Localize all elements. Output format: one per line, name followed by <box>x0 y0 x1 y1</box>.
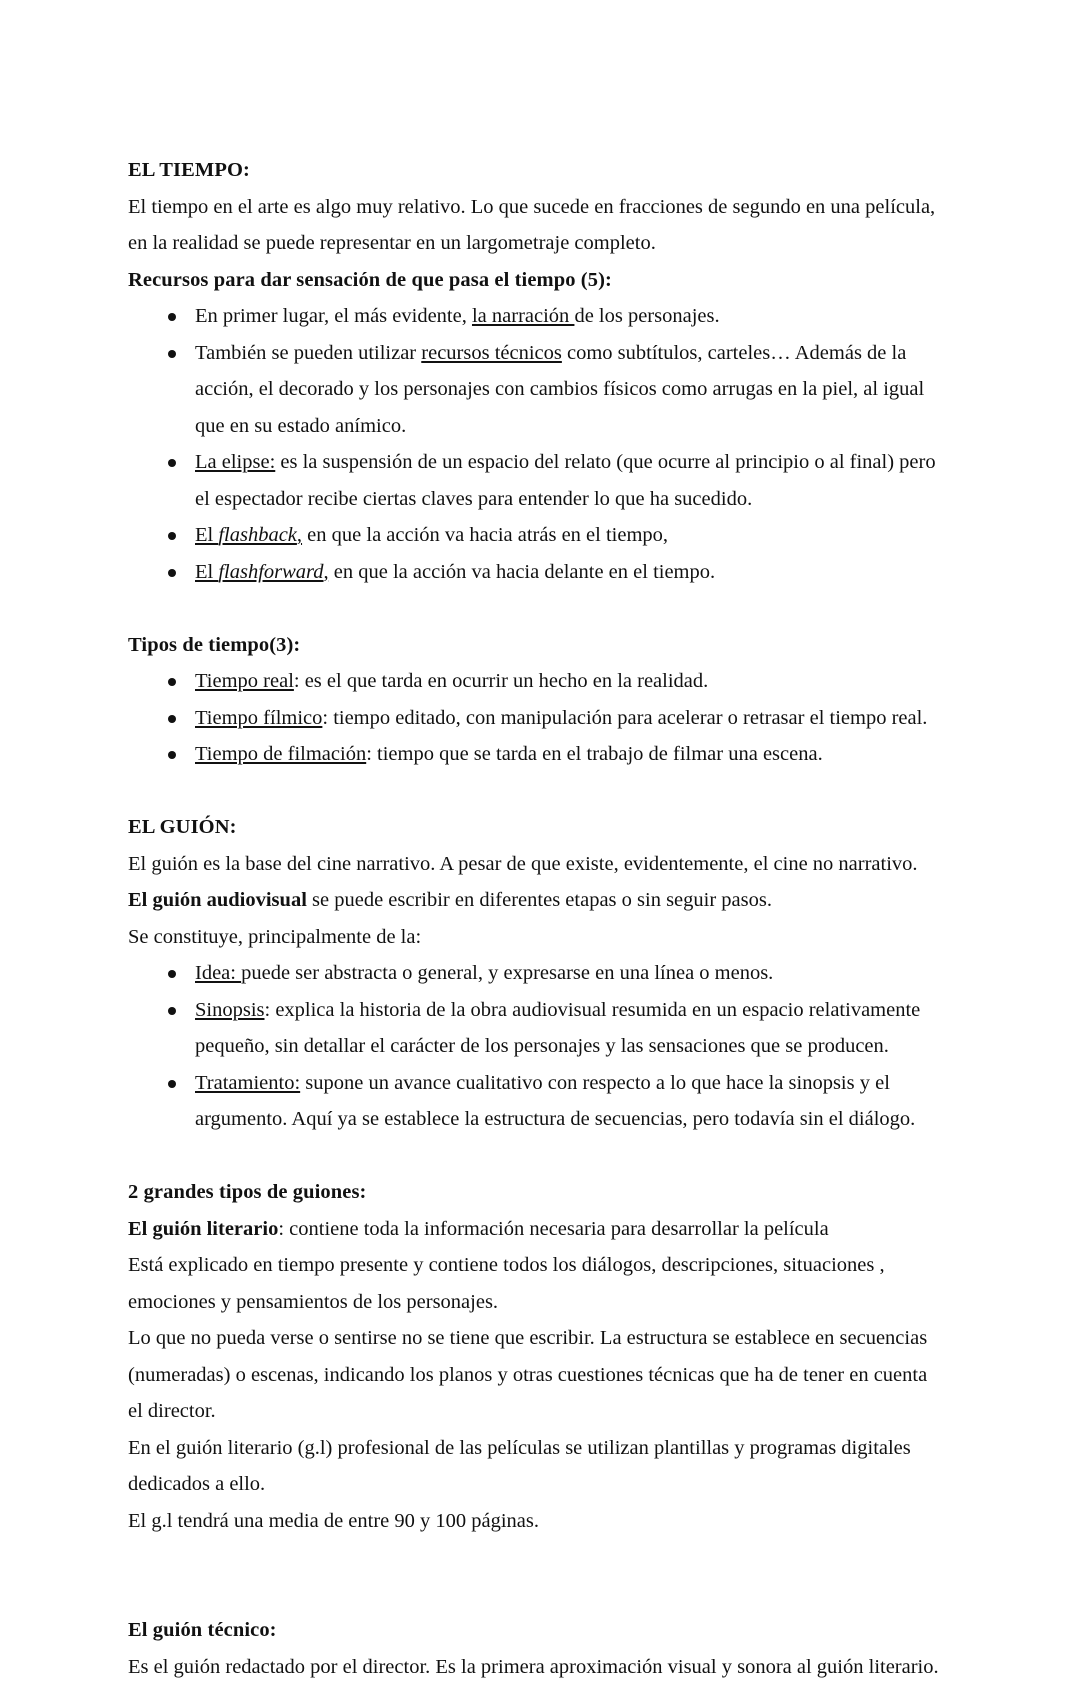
list-item <box>128 554 945 591</box>
list-item <box>128 517 945 554</box>
subheading-tipos-de-guiones: 2 grandes tipos de guiones: <box>128 1174 945 1211</box>
list-item <box>128 335 945 445</box>
bullet-underlined-term: Idea: <box>195 962 241 984</box>
paragraph-literario-detail-2: Lo que no pueda verse o sentirse no se tiene que escribir. La estructura se establece en secuencias (numeradas) o escenas, indicando los planos y otras cuestiones técnicas que ha de tener en cuenta el director. <box>128 1320 945 1430</box>
bullet-text-after: puede ser abstracta o general, y expresarse en una línea o menos. <box>241 962 773 984</box>
bullet-underlined-term: Sinopsis <box>195 999 265 1021</box>
list-item <box>128 700 945 737</box>
list-item <box>128 736 945 773</box>
list-constituyentes <box>128 955 945 1138</box>
spacer <box>128 773 945 810</box>
list-recursos <box>128 298 945 590</box>
list-item <box>128 1065 945 1138</box>
bullet-underlined-term: Tratamiento: <box>195 1072 300 1094</box>
bullet-text-after: es la suspensión de un espacio del relato (que ocurre al principio o al final) pero el espectador recibe ciertas claves para entender lo que ha sucedido. <box>195 451 936 510</box>
paragraph-guion-tecnico-body: Es el guión redactado por el director. Es la primera aproximación visual y sonora al guión literario. <box>128 1649 945 1685</box>
bullet-underlined-group <box>195 561 329 583</box>
bullet-underlined-term: Tiempo de filmación <box>195 743 366 765</box>
bullet-underlined-term: la narración <box>472 305 574 327</box>
bullet-text-before: En primer lugar, el más evidente, <box>195 305 472 327</box>
bullet-text-after: : es el que tarda en ocurrir un hecho en la realidad. <box>294 670 708 692</box>
line-rest: se puede escribir en diferentes etapas o sin seguir pasos. <box>307 889 772 911</box>
paragraph-se-constituye: Se constituye, principalmente de la: <box>128 919 945 956</box>
bullet-text-after: en que la acción va hacia atrás en el tiempo, <box>302 524 668 546</box>
bold-lead: El guión audiovisual <box>128 889 307 911</box>
bullet-underlined-term: La elipse: <box>195 451 275 473</box>
bullet-text-after: : tiempo que se tarda en el trabajo de filmar una escena. <box>366 743 823 765</box>
bullet-text-after: : tiempo editado, con manipulación para acelerar o retrasar el tiempo real. <box>322 707 927 729</box>
bullet-text-after: supone un avance cualitativo con respecto a lo que hace la sinopsis y el argumento. Aquí ya se establece la estructura de secuencias, pero todavía sin el diálogo. <box>195 1072 915 1131</box>
bold-lead: El guión literario <box>128 1218 278 1240</box>
list-item <box>128 298 945 335</box>
list-tipos-de-tiempo <box>128 663 945 773</box>
list-item <box>128 992 945 1065</box>
paragraph-guion-line1: El guión es la base del cine narrativo. A pesar de que existe, evidentemente, el cine no narrativo. <box>128 846 945 883</box>
document-body <box>128 152 945 1685</box>
section-heading-el-tiempo: EL TIEMPO: <box>128 152 945 189</box>
bullet-underlined-term: Tiempo fílmico <box>195 707 322 729</box>
paragraph-guion-audiovisual <box>128 882 945 919</box>
spacer <box>128 590 945 627</box>
subheading-tipos-de-tiempo: Tipos de tiempo(3): <box>128 627 945 664</box>
underline-prefix: El <box>195 524 218 546</box>
list-item <box>128 444 945 517</box>
bullet-text-after: en que la acción va hacia delante en el tiempo. <box>329 561 715 583</box>
list-item <box>128 955 945 992</box>
paragraph-literario-detail-1: Está explicado en tiempo presente y contiene todos los diálogos, descripciones, situaciones , emociones y pensamientos de los personajes. <box>128 1247 945 1320</box>
spacer <box>128 1138 945 1175</box>
bullet-text-after: de los personajes. <box>574 305 719 327</box>
italic-term: flashback <box>218 524 297 546</box>
bullet-text-before: También se pueden utilizar <box>195 342 421 364</box>
paragraph-guion-literario <box>128 1211 945 1248</box>
spacer <box>128 1539 945 1612</box>
paragraph-literario-detail-3: En el guión literario (g.l) profesional de las películas se utilizan plantillas y programas digitales dedicados a ello. <box>128 1430 945 1503</box>
subheading-guion-tecnico: El guión técnico: <box>128 1612 945 1649</box>
line-rest: : contiene toda la información necesaria para desarrollar la película <box>278 1218 828 1240</box>
underline-suffix: , <box>324 561 329 583</box>
paragraph-literario-detail-4: El g.l tendrá una media de entre 90 y 100 páginas. <box>128 1503 945 1540</box>
subheading-recursos: Recursos para dar sensación de que pasa el tiempo (5): <box>128 262 945 299</box>
bullet-text-after: como subtítulos, carteles… Además de la acción, el decorado y los personajes con cambios físicos como arrugas en la piel, al igual que en su estado anímico. <box>195 342 924 437</box>
bullet-underlined-term: Tiempo real <box>195 670 294 692</box>
section-heading-el-guion: EL GUIÓN: <box>128 809 945 846</box>
bullet-underlined-group <box>195 524 302 546</box>
list-item <box>128 663 945 700</box>
bullet-text-after: : explica la historia de la obra audiovisual resumida en un espacio relativamente pequeño, sin detallar el carácter de los personajes y las sensaciones que se producen. <box>195 999 920 1058</box>
underline-prefix: El <box>195 561 218 583</box>
bullet-underlined-term: recursos técnicos <box>421 342 562 364</box>
paragraph-el-tiempo-intro: El tiempo en el arte es algo muy relativo. Lo que sucede en fracciones de segundo en una película, en la realidad se puede representar en un largometraje completo. <box>128 189 945 262</box>
underline-suffix: , <box>297 524 302 546</box>
italic-term: flashforward <box>218 561 323 583</box>
